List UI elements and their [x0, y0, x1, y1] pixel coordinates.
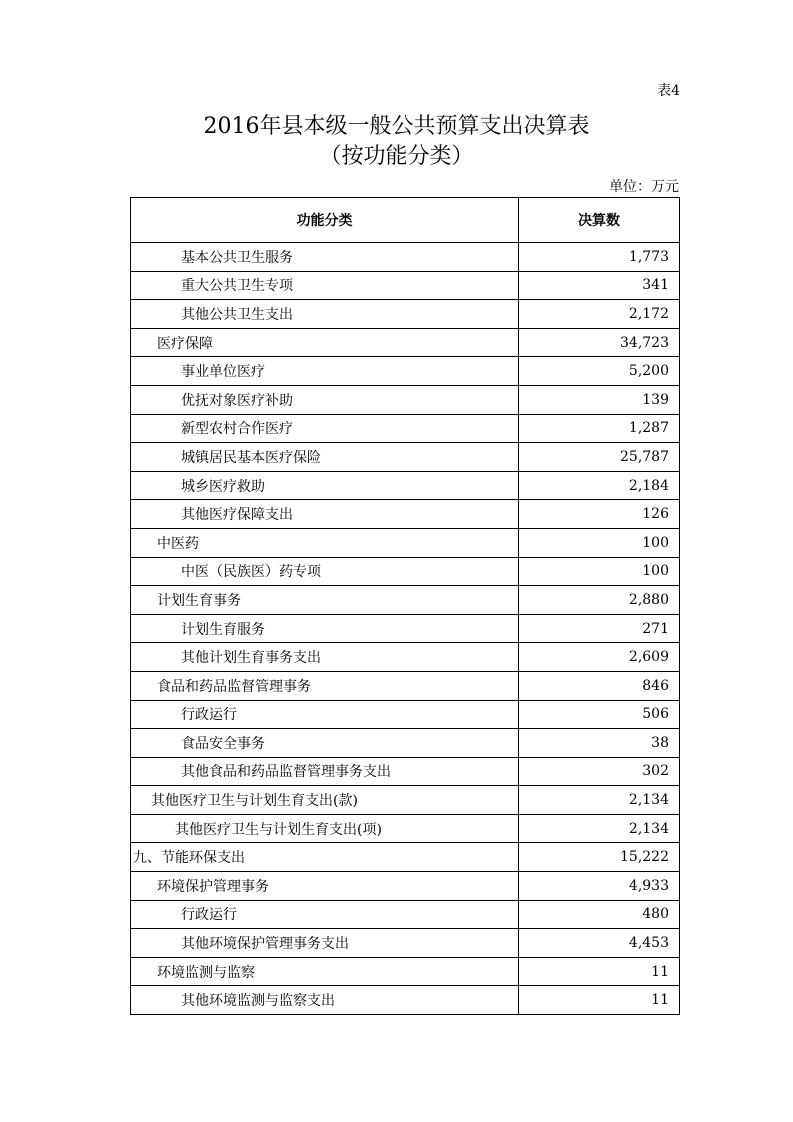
row-name: 其他环境监测与监察支出	[131, 986, 519, 1014]
row-name: 优抚对象医疗补助	[131, 386, 519, 414]
row-value: 2,134	[628, 820, 669, 837]
document-subtitle: （按功能分类）	[319, 144, 474, 169]
table-row	[131, 557, 679, 586]
table-row	[131, 528, 679, 557]
row-value: 11	[651, 992, 669, 1009]
row-value: 506	[642, 706, 669, 723]
row-value: 4,933	[628, 877, 669, 894]
row-value: 1,287	[628, 420, 669, 437]
row-value: 126	[642, 506, 669, 523]
table-row	[131, 900, 679, 929]
row-name: 其他环境保护管理事务支出	[131, 929, 519, 957]
header-function-category: 功能分类	[131, 198, 519, 242]
row-name: 环境保护管理事务	[131, 872, 519, 900]
row-value: 139	[642, 391, 669, 408]
row-name: 其他食品和药品监督管理事务支出	[131, 758, 519, 786]
table-row	[131, 385, 679, 414]
table-row	[131, 842, 679, 871]
table-row	[131, 814, 679, 843]
row-value: 100	[642, 534, 669, 551]
row-value: 302	[642, 763, 669, 780]
row-name: 其他公共卫生支出	[131, 300, 519, 328]
row-name: 城镇居民基本医疗保险	[131, 443, 519, 471]
table-row	[131, 242, 679, 271]
row-name: 事业单位医疗	[131, 357, 519, 385]
row-name: 行政运行	[131, 701, 519, 729]
table-row	[131, 985, 679, 1014]
row-name: 其他医疗卫生与计划生育支出(项)	[131, 815, 519, 843]
row-name: 其他医疗卫生与计划生育支出(款)	[131, 786, 519, 814]
table-row	[131, 671, 679, 700]
row-value: 341	[642, 277, 669, 294]
row-value: 2,172	[628, 305, 669, 322]
row-name: 医疗保障	[131, 329, 519, 357]
row-name: 计划生育服务	[131, 615, 519, 643]
header-final-amount: 决算数	[578, 213, 620, 229]
row-name: 重大公共卫生专项	[131, 272, 519, 300]
row-value: 2,184	[628, 477, 669, 494]
row-name: 中医（民族医）药专项	[131, 558, 519, 586]
table-row	[131, 785, 679, 814]
row-value: 5,200	[628, 363, 669, 380]
row-value: 38	[651, 734, 669, 751]
table-row	[131, 642, 679, 671]
table-row	[131, 442, 679, 471]
table-row	[131, 928, 679, 957]
row-value: 2,134	[628, 792, 669, 809]
row-name: 中医药	[131, 529, 519, 557]
row-value: 100	[642, 563, 669, 580]
row-value: 11	[651, 963, 669, 980]
row-name: 其他计划生育事务支出	[131, 643, 519, 671]
row-name: 计划生育事务	[131, 586, 519, 614]
table-row	[131, 299, 679, 328]
table-row	[131, 614, 679, 643]
row-name: 九、节能环保支出	[131, 843, 519, 871]
row-name: 食品安全事务	[131, 729, 519, 757]
row-value: 34,723	[620, 334, 669, 351]
row-value: 480	[642, 906, 669, 923]
table-row	[131, 728, 679, 757]
row-name: 环境监测与监察	[131, 958, 519, 986]
row-value: 846	[642, 677, 669, 694]
unit-label: 单位：万元	[609, 179, 679, 195]
table-number: 表4	[657, 83, 680, 99]
row-value: 2,880	[628, 591, 669, 608]
table-row	[131, 757, 679, 786]
row-value: 1,773	[628, 248, 669, 265]
table-header-row	[131, 198, 679, 242]
table-row	[131, 957, 679, 986]
budget-table	[130, 197, 680, 1015]
row-value: 2,609	[628, 649, 669, 666]
row-name: 行政运行	[131, 901, 519, 929]
table-row	[131, 356, 679, 385]
table-row	[131, 871, 679, 900]
row-value: 271	[642, 620, 669, 637]
row-name: 新型农村合作医疗	[131, 415, 519, 443]
table-row	[131, 471, 679, 500]
row-value: 4,453	[628, 935, 669, 952]
row-value: 15,222	[620, 849, 669, 866]
table-row	[131, 414, 679, 443]
row-name: 食品和药品监督管理事务	[131, 672, 519, 700]
document-title: 2016年县本级一般公共预算支出决算表	[203, 114, 590, 139]
row-value: 25,787	[620, 448, 669, 465]
row-name: 城乡医疗救助	[131, 472, 519, 500]
table-row	[131, 585, 679, 614]
table-row	[131, 700, 679, 729]
table-row	[131, 328, 679, 357]
row-name: 基本公共卫生服务	[131, 243, 519, 271]
row-name: 其他医疗保障支出	[131, 500, 519, 528]
table-row	[131, 499, 679, 528]
table-row	[131, 271, 679, 300]
